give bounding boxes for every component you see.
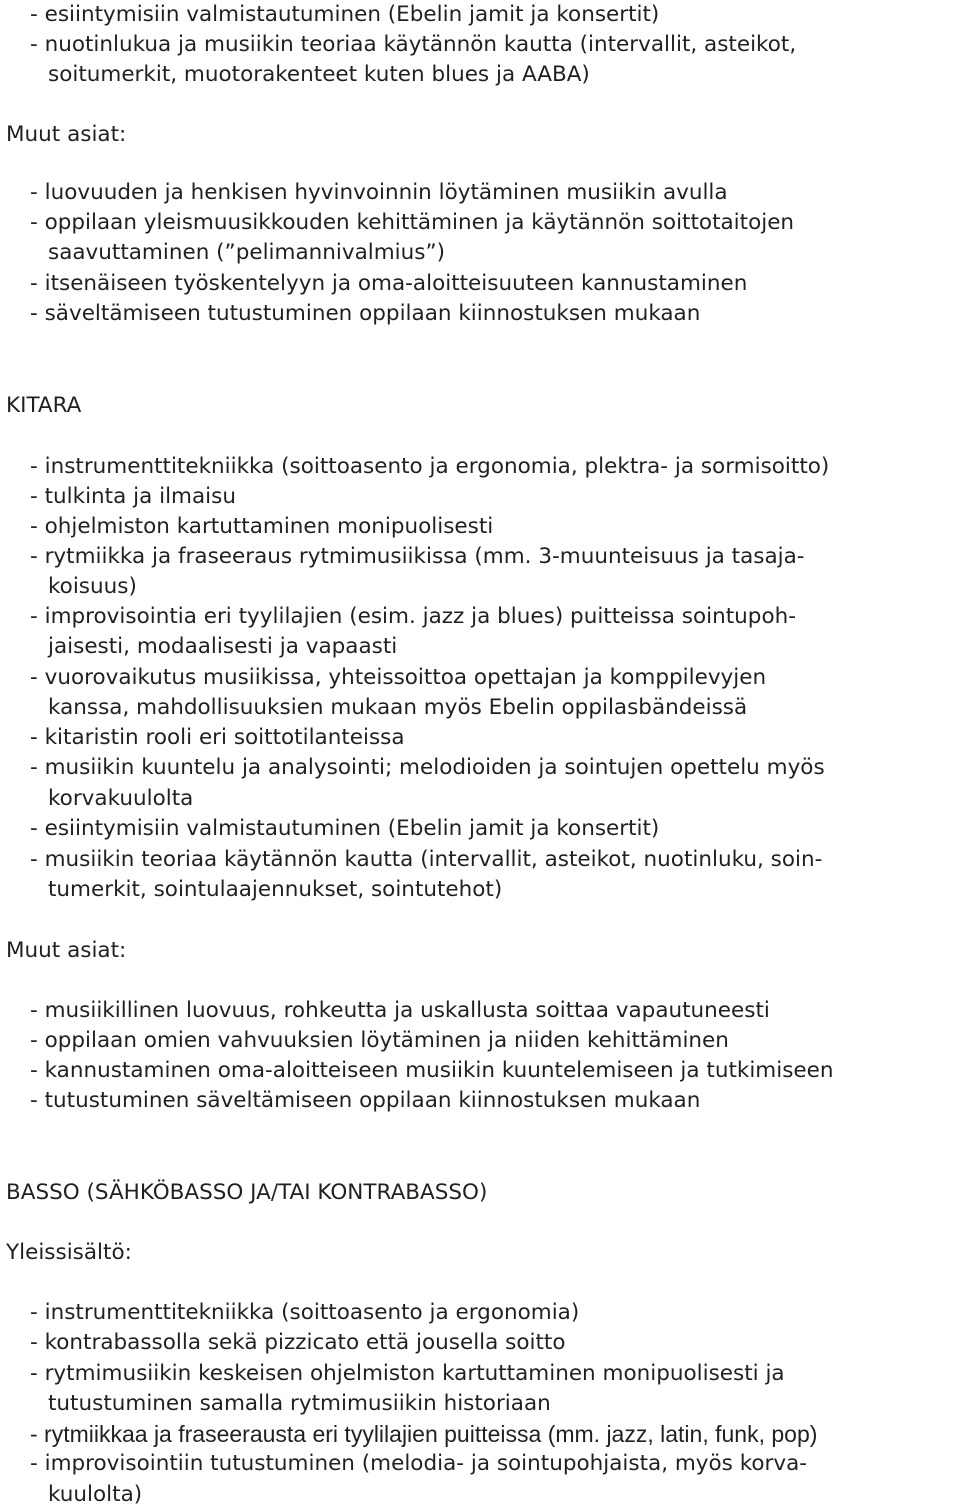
section-heading: Muut asiat:	[6, 938, 127, 963]
list-item: - improvisointiin tutustuminen (melodia- ja sointupohjaista, myös korva-	[30, 1451, 808, 1476]
list-item: - kitaristin rooli eri soittotilanteissa	[30, 725, 405, 750]
list-item: - esiintymisiin valmistautuminen (Ebelin jamit ja konsertit)	[30, 2, 660, 27]
list-item: - musiikin teoriaa käytännön kautta (intervallit, asteikot, nuotinluku, soin-	[30, 847, 823, 872]
list-item-continuation: saavuttaminen (”pelimannivalmius”)	[48, 240, 446, 265]
list-item: - rytmimusiikin keskeisen ohjelmiston kartuttaminen monipuolisesti ja	[30, 1361, 785, 1386]
list-item: - rytmiikka ja fraseeraus rytmimusiikissa (mm. 3-muunteisuus ja tasaja-	[30, 544, 805, 569]
list-item: - musiikin kuuntelu ja analysointi; melodioiden ja sointujen opettelu myös	[30, 755, 825, 780]
list-item: - oppilaan omien vahvuuksien löytäminen ja niiden kehittäminen	[30, 1028, 729, 1053]
list-item: - itsenäiseen työskentelyyn ja oma-aloitteisuuteen kannustaminen	[30, 271, 748, 296]
list-item-continuation: tutustuminen samalla rytmimusiikin historiaan	[48, 1391, 551, 1416]
list-item: - rytmiikkaa ja fraseerausta eri tyylilajien puitteissa (mm. jazz, latin, funk, pop)	[30, 1421, 818, 1447]
list-item: - improvisointia eri tyylilajien (esim. jazz ja blues) puitteissa sointupoh-	[30, 604, 796, 629]
list-item-continuation: jaisesti, modaalisesti ja vapaasti	[48, 634, 398, 659]
list-item: - kannustaminen oma-aloitteiseen musiikin kuuntelemiseen ja tutkimiseen	[30, 1058, 834, 1083]
list-item: - vuorovaikutus musiikissa, yhteissoittoa opettajan ja komppilevyjen	[30, 665, 767, 690]
list-item: - instrumenttitekniikka (soittoasento ja ergonomia)	[30, 1300, 580, 1325]
list-item: - kontrabassolla sekä pizzicato että jousella soitto	[30, 1330, 566, 1355]
instrument-heading: KITARA	[6, 393, 82, 418]
subsection-heading: Yleissisältö:	[6, 1240, 132, 1265]
list-item-continuation: kuulolta)	[48, 1482, 143, 1507]
list-item-continuation: korvakuulolta	[48, 786, 194, 811]
list-item: - oppilaan yleismuusikkouden kehittäminen ja käytännön soittotaitojen	[30, 210, 795, 235]
list-item: - tulkinta ja ilmaisu	[30, 484, 236, 509]
instrument-heading: BASSO (SÄHKÖBASSO JA/TAI KONTRABASSO)	[6, 1180, 488, 1205]
section-heading: Muut asiat:	[6, 122, 127, 147]
list-item-continuation: soitumerkit, muotorakenteet kuten blues ja AABA)	[48, 62, 590, 87]
list-item: - luovuuden ja henkisen hyvinvoinnin löytäminen musiikin avulla	[30, 180, 728, 205]
list-item: - musiikillinen luovuus, rohkeutta ja uskallusta soittaa vapautuneesti	[30, 998, 770, 1023]
list-item: - säveltämiseen tutustuminen oppilaan kiinnostuksen mukaan	[30, 301, 701, 326]
list-item: - esiintymisiin valmistautuminen (Ebelin jamit ja konsertit)	[30, 816, 660, 841]
list-item-continuation: koisuus)	[48, 574, 137, 599]
list-item-continuation: tumerkit, sointulaajennukset, sointutehot)	[48, 877, 503, 902]
list-item-continuation: kanssa, mahdollisuuksien mukaan myös Ebelin oppilasbändeissä	[48, 695, 748, 720]
list-item: - nuotinlukua ja musiikin teoriaa käytännön kautta (intervallit, asteikot,	[30, 32, 797, 57]
list-item: - ohjelmiston kartuttaminen monipuolisesti	[30, 514, 494, 539]
list-item: - instrumenttitekniikka (soittoasento ja ergonomia, plektra- ja sormisoitto)	[30, 454, 830, 479]
list-item: - tutustuminen säveltämiseen oppilaan kiinnostuksen mukaan	[30, 1088, 701, 1113]
